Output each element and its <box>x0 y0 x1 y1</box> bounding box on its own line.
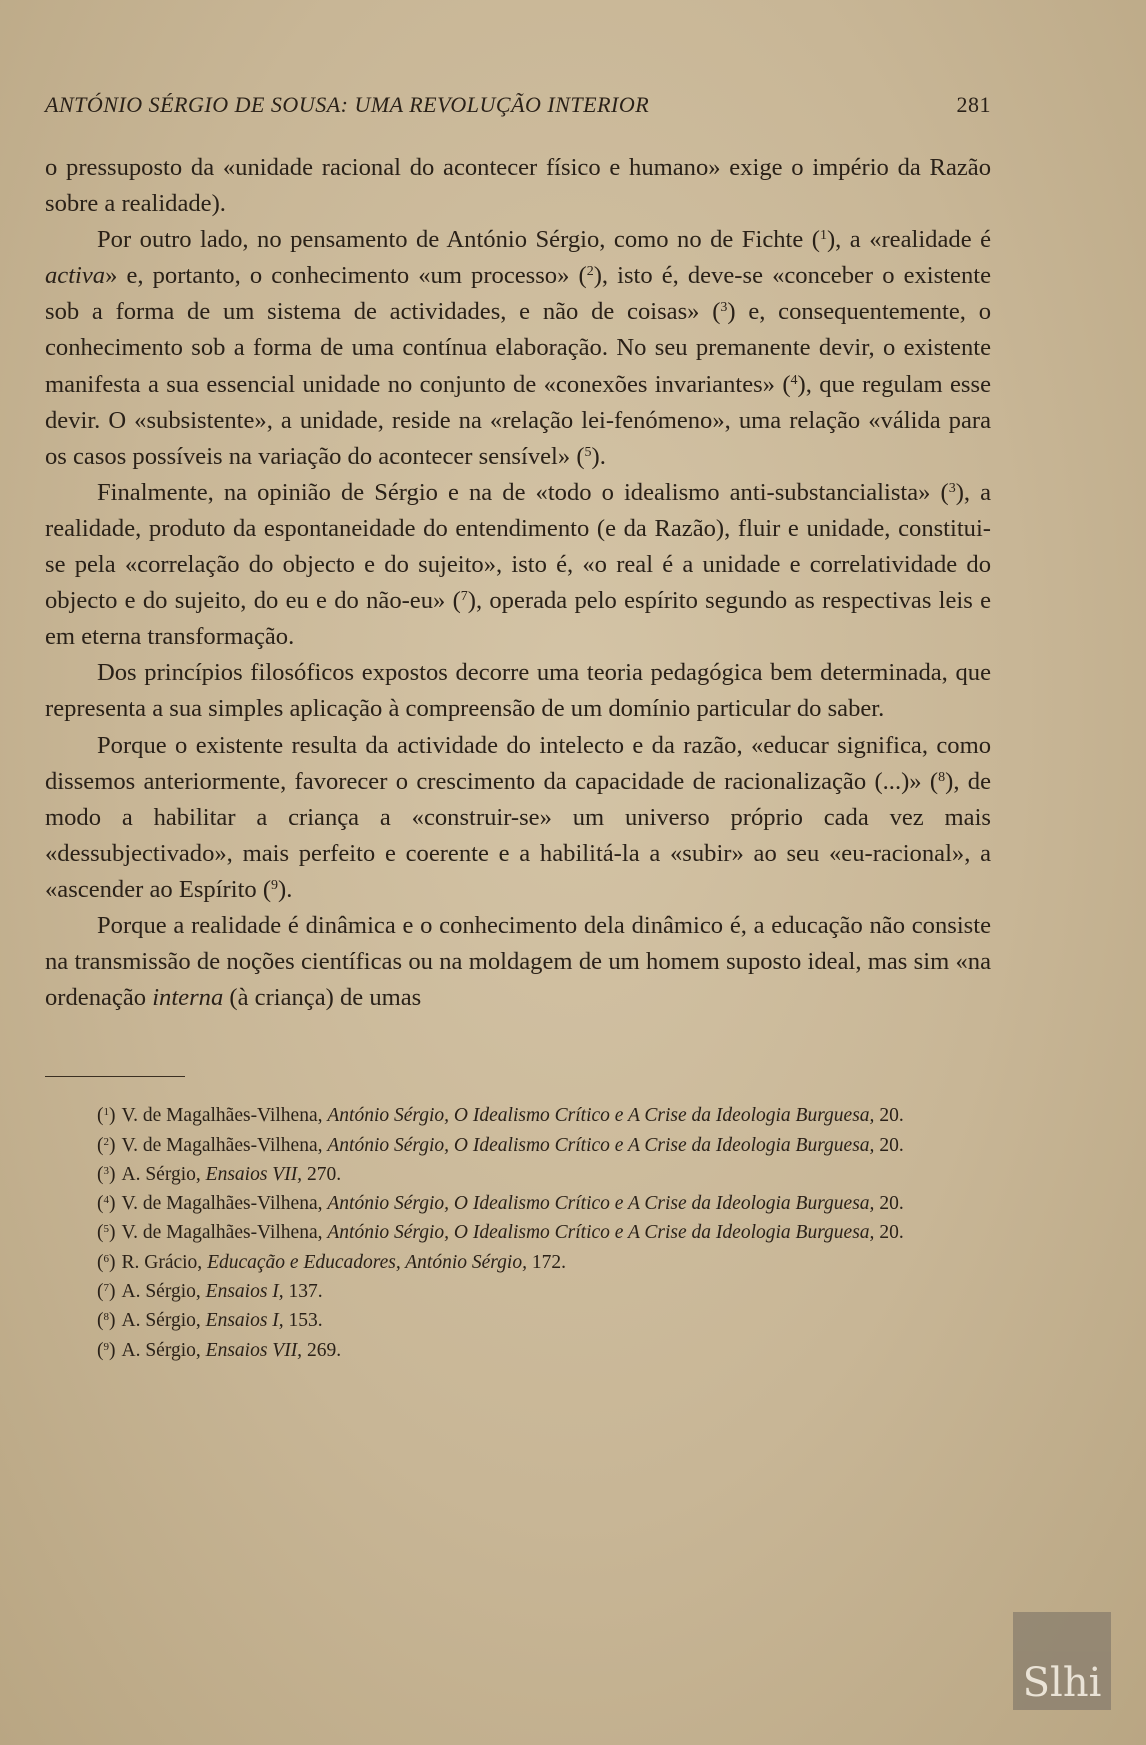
italic-text: Ensaios I, <box>205 1281 284 1303</box>
paragraph <box>45 728 991 908</box>
footnote-number-value: 9 <box>103 1340 109 1353</box>
footnote-number: ($^4$) <box>97 1193 116 1215</box>
footnote <box>45 1189 991 1218</box>
text-run: Porque o existente resulta da actividade do intelecto e da razão, «educar significa, como dissemos anteriormente, favorecer o crescimento da capacidade de racionalização (...)» ( <box>45 731 991 795</box>
footnote-reference: 3 <box>720 300 728 316</box>
body-text <box>45 150 991 1016</box>
footnote <box>45 1218 991 1247</box>
text-run: 172. <box>526 1251 566 1273</box>
running-title: ANTÓNIO SÉRGIO DE SOUSA: UMA REVOLUÇÃO INTERIOR <box>45 92 650 117</box>
publisher-logo <box>1013 1612 1111 1710</box>
text-run: ). <box>591 442 606 470</box>
text-run: A. Sérgio, <box>121 1163 206 1185</box>
text-run: ), a «realidade é <box>826 226 992 254</box>
footnote-number-value: 3 <box>103 1164 109 1177</box>
text-run: Porque a realidade é dinâmica e o conhecimento dela dinâmico é, a educação não consiste na transmissão de noções científicas ou na moldagem de um homem suposto ideal, mas sim «na ordenação <box>45 911 991 1012</box>
italic-text: Ensaios I, <box>205 1310 284 1332</box>
text-run: o pressuposto da «unidade racional do acontecer físico e humano» exige o império da Razão sobre a realidade). <box>45 154 991 218</box>
text-run: 153. <box>283 1310 323 1332</box>
italic-text: António Sérgio, O Idealismo Crítico e A Crise da Ideologia Burguesa, <box>327 1105 875 1127</box>
text-run: 20. <box>874 1134 904 1156</box>
text-run: ), a realidade, produto da espontaneidade do entendimento (e da Razão), fluir e unidade, constitui-se pela «correlação do objecto e do sujeito», isto é, «o real é a unidade e correlatividade do objecto e do sujeito, do eu e do não-eu» ( <box>45 478 991 615</box>
logo-text: Slhi <box>1022 1660 1102 1706</box>
footnote-number: ($^2$) <box>97 1134 116 1156</box>
paragraph <box>45 908 991 1016</box>
paragraph <box>45 222 991 475</box>
footnote <box>45 1160 991 1189</box>
text-run: A. Sérgio, <box>121 1281 206 1303</box>
footnote-reference: 5 <box>584 444 592 460</box>
footnote <box>45 1131 991 1160</box>
footnote-number: ($^9$) <box>97 1339 116 1361</box>
footnote-number-value: 5 <box>103 1223 109 1236</box>
footnote-number: ($^3$) <box>97 1163 116 1185</box>
text-run: Por outro lado, no pensamento de António Sérgio, como no de Fichte ( <box>97 226 820 254</box>
italic-text: interna <box>152 984 224 1012</box>
footnote-number: ($^7$) <box>97 1281 116 1303</box>
footnote <box>45 1336 991 1365</box>
footnote-number-value: 2 <box>103 1135 109 1148</box>
italic-text: António Sérgio, O Idealismo Crítico e A Crise da Ideologia Burguesa, <box>327 1134 875 1156</box>
footnote-reference: 9 <box>271 877 279 893</box>
text-run: 20. <box>874 1105 904 1127</box>
text-run: » e, portanto, o conhecimento «um processo» ( <box>105 262 587 290</box>
text-run: (à criança) de umas <box>223 984 422 1012</box>
italic-text: Ensaios VII, <box>205 1339 303 1361</box>
footnote-number-value: 6 <box>103 1252 109 1265</box>
text-run: 270. <box>302 1163 342 1185</box>
footnote <box>45 1306 991 1335</box>
footnote-reference: 8 <box>938 769 946 785</box>
paragraph <box>45 150 991 222</box>
text-run: Dos princípios filosóficos expostos decorre uma teoria pedagógica bem determinada, que representa a sua simples aplicação à compreensão de um domínio particular do saber. <box>45 659 991 723</box>
italic-text: Ensaios VII, <box>205 1163 303 1185</box>
text-run: 20. <box>874 1222 904 1244</box>
text-run: V. de Magalhães-Vilhena, <box>121 1105 328 1127</box>
text-run: V. de Magalhães-Vilhena, <box>121 1193 328 1215</box>
text-run: Finalmente, na opinião de Sérgio e na de «todo o idealismo anti-substancialista» ( <box>97 478 949 506</box>
paragraph <box>45 475 991 655</box>
page-header <box>45 92 991 132</box>
text-run: ), de modo a habilitar a criança a «construir-se» um universo próprio cada vez mais «dessubjectivado», mais perfeito e coerente e a habilitá-la a «subir» ao seu «eu-racional», a «ascender ao Espírito ( <box>45 767 992 903</box>
footnote-number: ($^5$) <box>97 1222 116 1244</box>
text-run: V. de Magalhães-Vilhena, <box>121 1222 328 1244</box>
italic-text: António Sérgio, O Idealismo Crítico e A Crise da Ideologia Burguesa, <box>327 1193 875 1215</box>
page-number: 281 <box>956 92 991 117</box>
footnote-number-value: 8 <box>103 1311 109 1324</box>
text-run: 137. <box>283 1281 323 1303</box>
footnote-reference: 1 <box>819 228 827 244</box>
footnote-reference: 3 <box>948 480 956 496</box>
text-run: ), isto é, deve-se «conceber o existente sob a forma de um sistema de actividades, e não de coisas» ( <box>45 262 991 326</box>
footnote-number: ($^8$) <box>97 1310 116 1332</box>
text-run: ), operada pelo espírito segundo as respectivas leis e em eterna transformação. <box>45 587 991 651</box>
text-run: 20. <box>874 1193 904 1215</box>
footnote-number-value: 4 <box>103 1194 109 1207</box>
footnote-number-value: 7 <box>103 1282 109 1295</box>
text-run: V. de Magalhães-Vilhena, <box>121 1134 328 1156</box>
footnote-number: ($^6$) <box>97 1251 116 1273</box>
footnotes <box>45 1101 991 1365</box>
footnote <box>45 1248 991 1277</box>
footnote-number: ($^1$) <box>97 1105 116 1127</box>
footnote <box>45 1101 991 1130</box>
text-run: ), que regulam esse devir. O «subsistente», a unidade, reside na «relação lei-fenómeno», uma relação «válida para os casos possíveis na variação do acontecer sensível» ( <box>45 370 991 470</box>
text-run: ) e, consequentemente, o conhecimento sob a forma de uma contínua elaboração. No seu premanente devir, o existente manifesta a sua essencial unidade no conjunto de «conexões invariantes» ( <box>45 298 991 398</box>
text-run: A. Sérgio, <box>121 1310 206 1332</box>
text-run: A. Sérgio, <box>121 1339 206 1361</box>
italic-text: Educação e Educadores, António Sérgio, <box>207 1251 527 1273</box>
footnote-separator <box>45 1076 185 1077</box>
footnote-reference: 4 <box>790 372 798 388</box>
footnote-reference: 7 <box>460 589 468 605</box>
footnote <box>45 1277 991 1306</box>
text-run: ). <box>278 875 293 903</box>
document-page <box>45 92 991 1365</box>
italic-text: activa <box>45 262 106 290</box>
italic-text: António Sérgio, O Idealismo Crítico e A Crise da Ideologia Burguesa, <box>327 1222 875 1244</box>
text-run: 269. <box>302 1339 342 1361</box>
paragraph <box>45 655 991 727</box>
text-run: R. Grácio, <box>121 1251 208 1273</box>
footnote-reference: 2 <box>586 264 594 280</box>
footnote-number-value: 1 <box>103 1106 109 1119</box>
